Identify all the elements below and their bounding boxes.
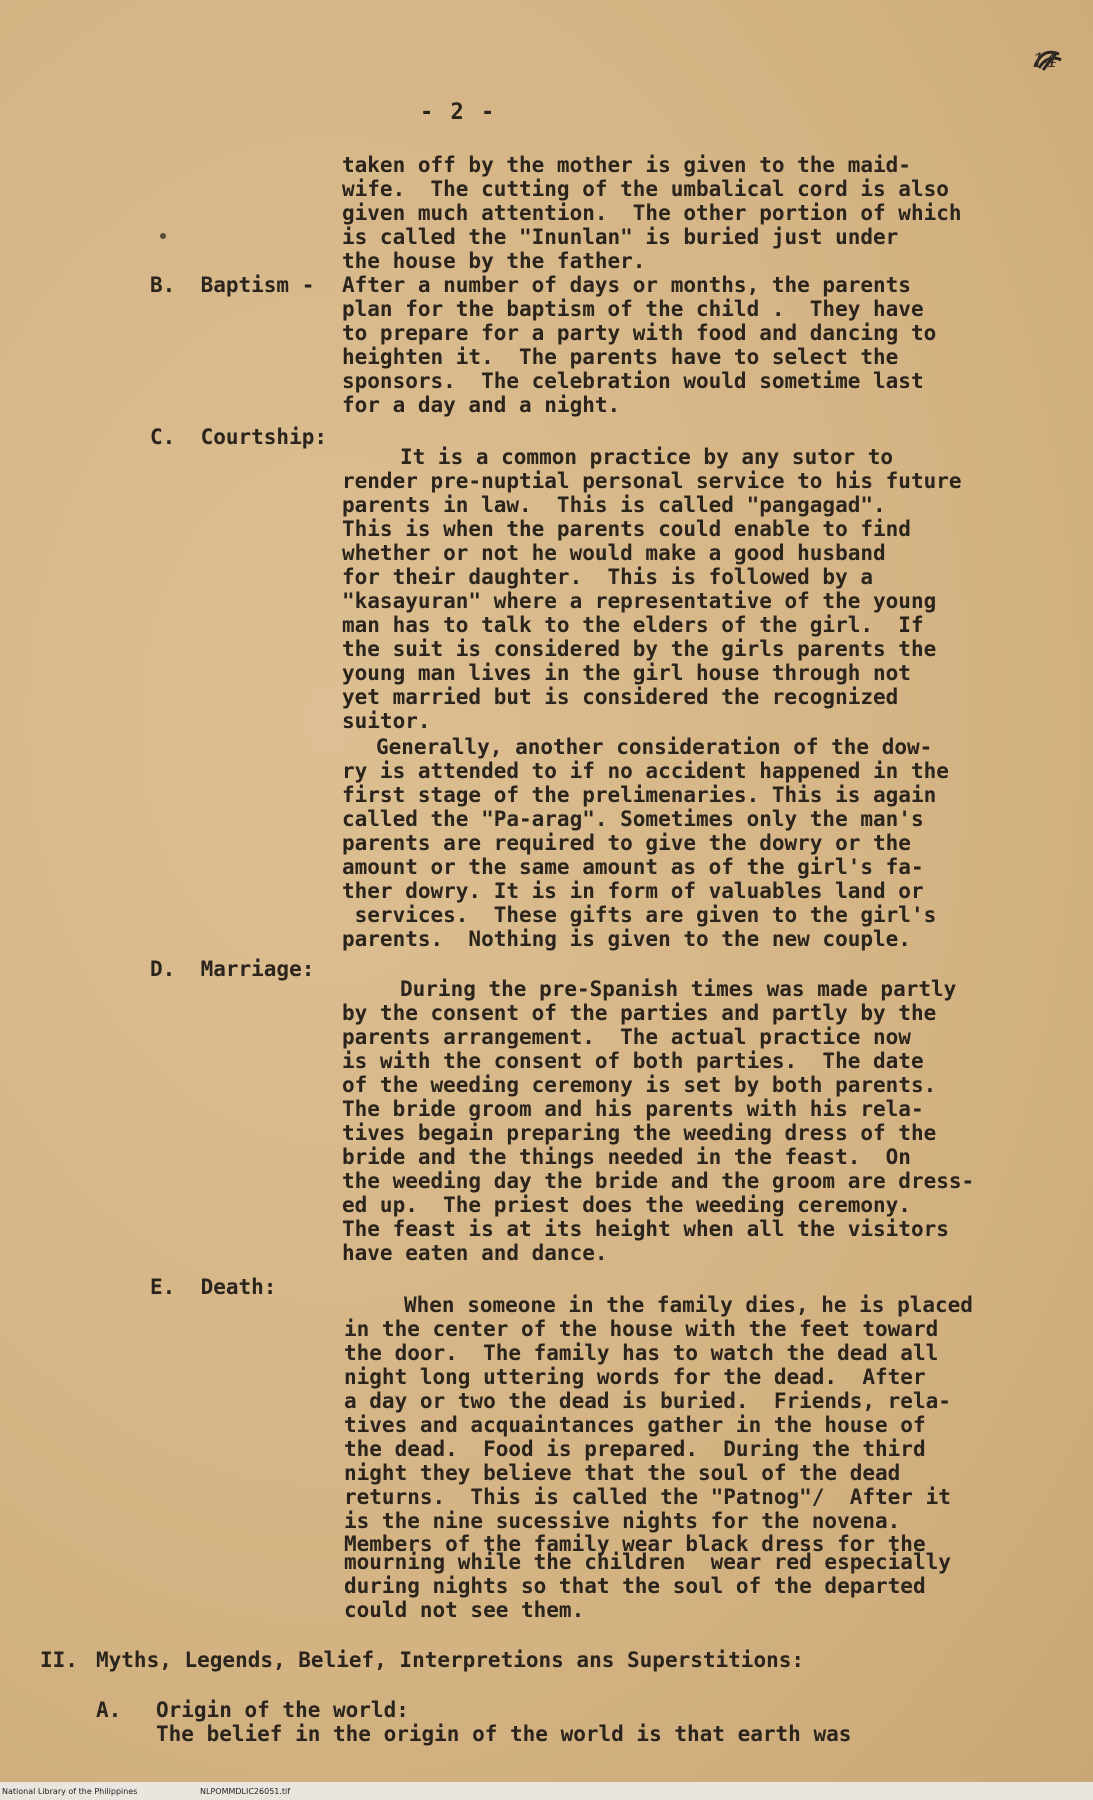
text-line: When someone in the family dies, he is placed	[404, 1293, 973, 1317]
text-line: to prepare for a party with food and dancing to	[342, 321, 937, 345]
section-label-baptism: B. Baptism -	[150, 273, 315, 297]
text-line: called the "Pa-arag". Sometimes only the man's	[342, 807, 924, 831]
text-line: parents. Nothing is given to the new couple.	[342, 927, 911, 951]
text-line: parents arrangement. The actual practice now	[342, 1025, 911, 1049]
text-line: Members of the family wear black dress for the	[344, 1532, 926, 1556]
text-line: The bride groom and his parents with his rela-	[342, 1097, 924, 1121]
text-line: amount or the same amount as of the girl's fa-	[342, 855, 924, 879]
text-line: is the nine sucessive nights for the novena.	[344, 1509, 901, 1533]
text-line: taken off by the mother is given to the maid-	[342, 153, 911, 177]
text-line: heighten it. The parents have to select the	[342, 345, 899, 369]
text-line: ther dowry. It is in form of valuables land or	[342, 879, 924, 903]
text-line: This is when the parents could enable to find	[342, 517, 911, 541]
text-line: the dead. Food is prepared. During the third	[344, 1437, 926, 1461]
footer-library-name: National Library of the Philippines	[2, 1787, 138, 1796]
text-line: in the center of the house with the feet toward	[344, 1317, 939, 1341]
section-heading-myths: Myths, Legends, Belief, Interpretions ans Superstitions:	[96, 1648, 805, 1672]
text-line: have eaten and dance.	[342, 1241, 608, 1265]
text-line: given much attention. The other portion of which	[342, 201, 962, 225]
text-line: yet married but is considered the recognized	[342, 685, 899, 709]
text-line: could not see them.	[344, 1598, 585, 1622]
text-line: night they believe that the soul of the dead	[344, 1461, 901, 1485]
text-line: parents in law. This is called "pangagad".	[342, 493, 886, 517]
section-label-roman-ii: II.	[40, 1648, 78, 1672]
page-number: - 2 -	[420, 100, 497, 125]
text-line: the house by the father.	[342, 249, 646, 273]
text-line: during nights so that the soul of the departed	[344, 1574, 926, 1598]
footer-file-name: NLPOMMDLIC26051.tif	[200, 1787, 291, 1796]
text-line: tives and acquaintances gather in the house of	[344, 1413, 926, 1437]
subsection-heading-origin: Origin of the world:	[156, 1698, 409, 1722]
text-line: services. These gifts are given to the girl's	[342, 903, 937, 927]
text-line: wife. The cutting of the umbalical cord is also	[342, 177, 949, 201]
text-line: the weeding day the bride and the groom are dress-	[342, 1169, 975, 1193]
section-label-death: E. Death:	[150, 1275, 277, 1299]
text-line: The belief in the origin of the world is that earth was	[156, 1722, 852, 1746]
text-line: man has to talk to the elders of the girl. If	[342, 613, 924, 637]
section-label-marriage: D. Marriage:	[150, 957, 315, 981]
text-line: bride and the things needed in the feast. On	[342, 1145, 911, 1169]
corner-page-mark: 14	[1032, 48, 1058, 72]
text-line: "kasayuran" where a representative of the young	[342, 589, 937, 613]
text-line: The feast is at its height when all the visitors	[342, 1217, 949, 1241]
text-line: ry is attended to if no accident happened in the	[342, 759, 949, 783]
text-line: a day or two the dead is buried. Friends, rela-	[344, 1389, 951, 1413]
text-line: the suit is considered by the girls parents the	[342, 637, 937, 661]
text-line: tives begain preparing the weeding dress of the	[342, 1121, 937, 1145]
text-line: the door. The family has to watch the dead all	[344, 1341, 939, 1365]
text-line: After a number of days or months, the parents	[342, 273, 911, 297]
margin-dot	[159, 232, 167, 240]
text-line: young man lives in the girl house through not	[342, 661, 911, 685]
text-line: plan for the baptism of the child . They have	[342, 297, 924, 321]
text-line: by the consent of the parties and partly by the	[342, 1001, 937, 1025]
text-line: night long uttering words for the dead. After	[344, 1365, 926, 1389]
section-label-origin: A.	[96, 1698, 122, 1722]
text-line: of the weeding ceremony is set by both parents.	[342, 1073, 937, 1097]
text-line: returns. This is called the "Patnog"/ After it	[344, 1485, 951, 1509]
text-line: During the pre-Spanish times was made partly	[400, 977, 957, 1001]
text-line: for a day and a night.	[342, 393, 621, 417]
text-line: for their daughter. This is followed by a	[342, 565, 874, 589]
text-line: Generally, another consideration of the dow-	[376, 735, 933, 759]
text-line: first stage of the prelimenaries. This is again	[342, 783, 937, 807]
text-line: parents are required to give the dowry or the	[342, 831, 911, 855]
text-line: It is a common practice by any sutor to	[400, 445, 894, 469]
text-line: sponsors. The celebration would sometime last	[342, 369, 924, 393]
text-line: ed up. The priest does the weeding ceremony.	[342, 1193, 911, 1217]
text-line: mourning while the children wear red especially	[344, 1550, 951, 1574]
text-line: render pre-nuptial personal service to his future	[342, 469, 962, 493]
scan-footer-strip	[0, 1782, 1093, 1800]
section-label-courtship: C. Courtship:	[150, 425, 328, 449]
text-line: suitor.	[342, 709, 431, 733]
text-line: is with the consent of both parties. The date	[342, 1049, 924, 1073]
text-line: whether or not he would make a good husband	[342, 541, 886, 565]
text-line: is called the "Inunlan" is buried just under	[342, 225, 899, 249]
